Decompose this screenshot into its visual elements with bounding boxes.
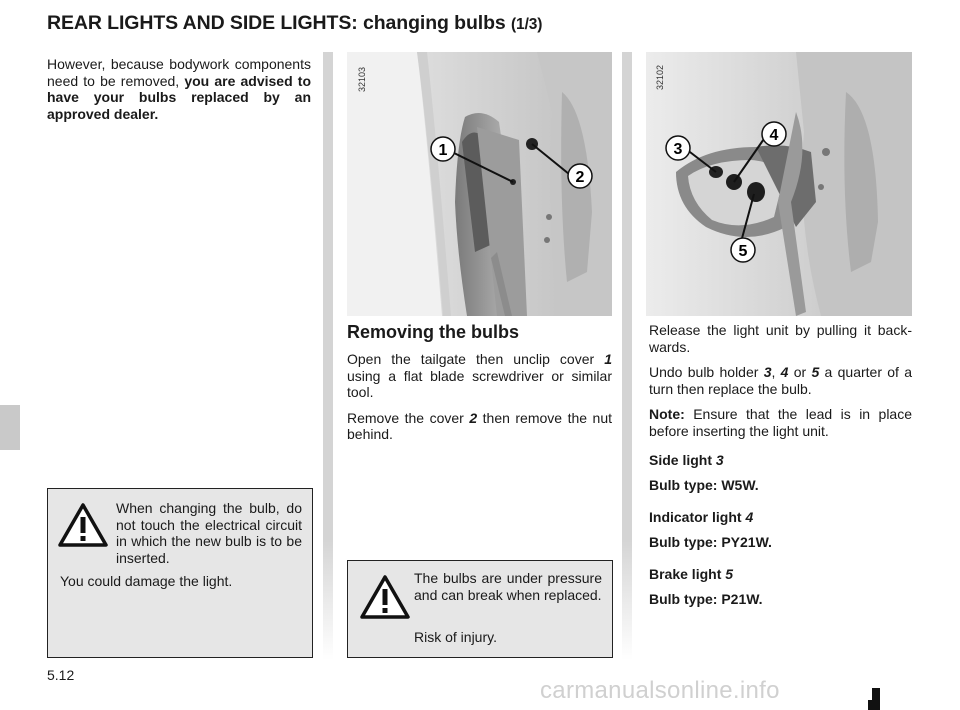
title-main: REAR LIGHTS AND SIDE LIGHTS: changing bulbs [47,12,506,34]
bulb-holder-a: Undo bulb holder [649,364,764,380]
instruction-2-num: 2 [469,409,478,426]
callout-5: 5 [738,243,748,260]
callout-2: 2 [575,169,585,186]
bulb-holder-sep-1: , [771,364,781,380]
warning-triangle-icon [360,575,410,619]
photo-tailgate-cover [347,52,612,316]
instruction-1-a: Open the tailgate then unclip cover [347,351,605,367]
note [649,406,912,439]
bulb-holder-sep-2: or [788,364,812,380]
page-number: 5.12 [47,667,75,683]
spec-brake-light-num: 5 [725,566,734,582]
warning-pressure-text-1: The bulbs are under pressure and can break when replaced. [414,570,602,603]
intro-paragraph [47,56,311,131]
bulb-holder-instruction [649,364,912,397]
intro-plain: However, because bodywork components need to be removed, [47,56,311,89]
page-marker-foot [868,700,874,710]
callout-3: 3 [673,141,683,158]
warning-text-2: You could damage the light. [60,573,233,589]
instruction-2-a: Remove the cover [347,409,470,426]
spec-side-light-text: Side light [649,452,716,468]
page-title [47,12,542,35]
note-label: Note: [649,406,685,422]
warning-box-electrical [47,488,313,658]
title-part: (1/3) [510,16,543,33]
bulb-holder-num-3: 3 [763,364,772,380]
spec-side-light-num: 3 [715,452,724,468]
tailgate-illustration [347,52,612,316]
photo-ref-32103: 32103 [357,66,367,92]
watermark: carmanualsonline.info [540,677,780,704]
warning-text-1: When changing the bulb, do not touch the electrical circuit in which the new bulb is to be inserted. [116,500,302,566]
instruction-2 [347,410,612,443]
spec-brake-light-label [649,566,733,582]
right-instructions [649,322,912,448]
callout-1: 1 [438,142,448,159]
bulb-holder-num-5: 5 [811,364,820,380]
release-instruction: Release the light unit by pulling it backwards. [649,322,912,355]
instruction-1 [347,351,612,401]
column-divider-left [323,52,333,660]
note-text: Ensure that the lead is in place before inserting the light unit. [649,406,912,439]
bulb-holder-b: a quarter of a turn then replace the bulb. [649,364,913,397]
instruction-2-b: then remove the nut behind. [347,409,613,442]
spec-indicator-num: 4 [745,509,754,525]
spec-brake-light-text: Brake light [649,566,726,582]
instruction-1-b: using a flat blade screwdriver or similar tool. [347,367,612,400]
warning-triangle-icon [58,503,108,547]
spec-indicator-label [649,509,753,525]
spec-indicator-bulb: Bulb type: PY21W. [649,534,772,550]
photo-ref-32102: 32102 [655,64,665,90]
warning-box-pressure [347,560,613,658]
instruction-1-num: 1 [604,351,612,367]
spec-side-light-label [649,452,724,468]
light-unit-illustration [646,52,912,316]
bulb-holder-num-4: 4 [780,364,789,380]
spec-side-light-bulb: Bulb type: W5W. [649,477,759,493]
column-divider-right [622,52,632,660]
callout-4: 4 [769,127,779,144]
intro-bold: you are advised to have your bulbs replaced by an approved dealer. [47,72,311,122]
middle-instructions [347,351,612,452]
photo-light-unit [646,52,912,316]
spec-brake-light-bulb: Bulb type: P21W. [649,591,763,607]
spec-indicator-text: Indicator light [649,509,746,525]
section-heading: Removing the bulbs [347,322,520,342]
warning-pressure-text-2: Risk of injury. [414,629,497,645]
section-tab [0,405,20,450]
